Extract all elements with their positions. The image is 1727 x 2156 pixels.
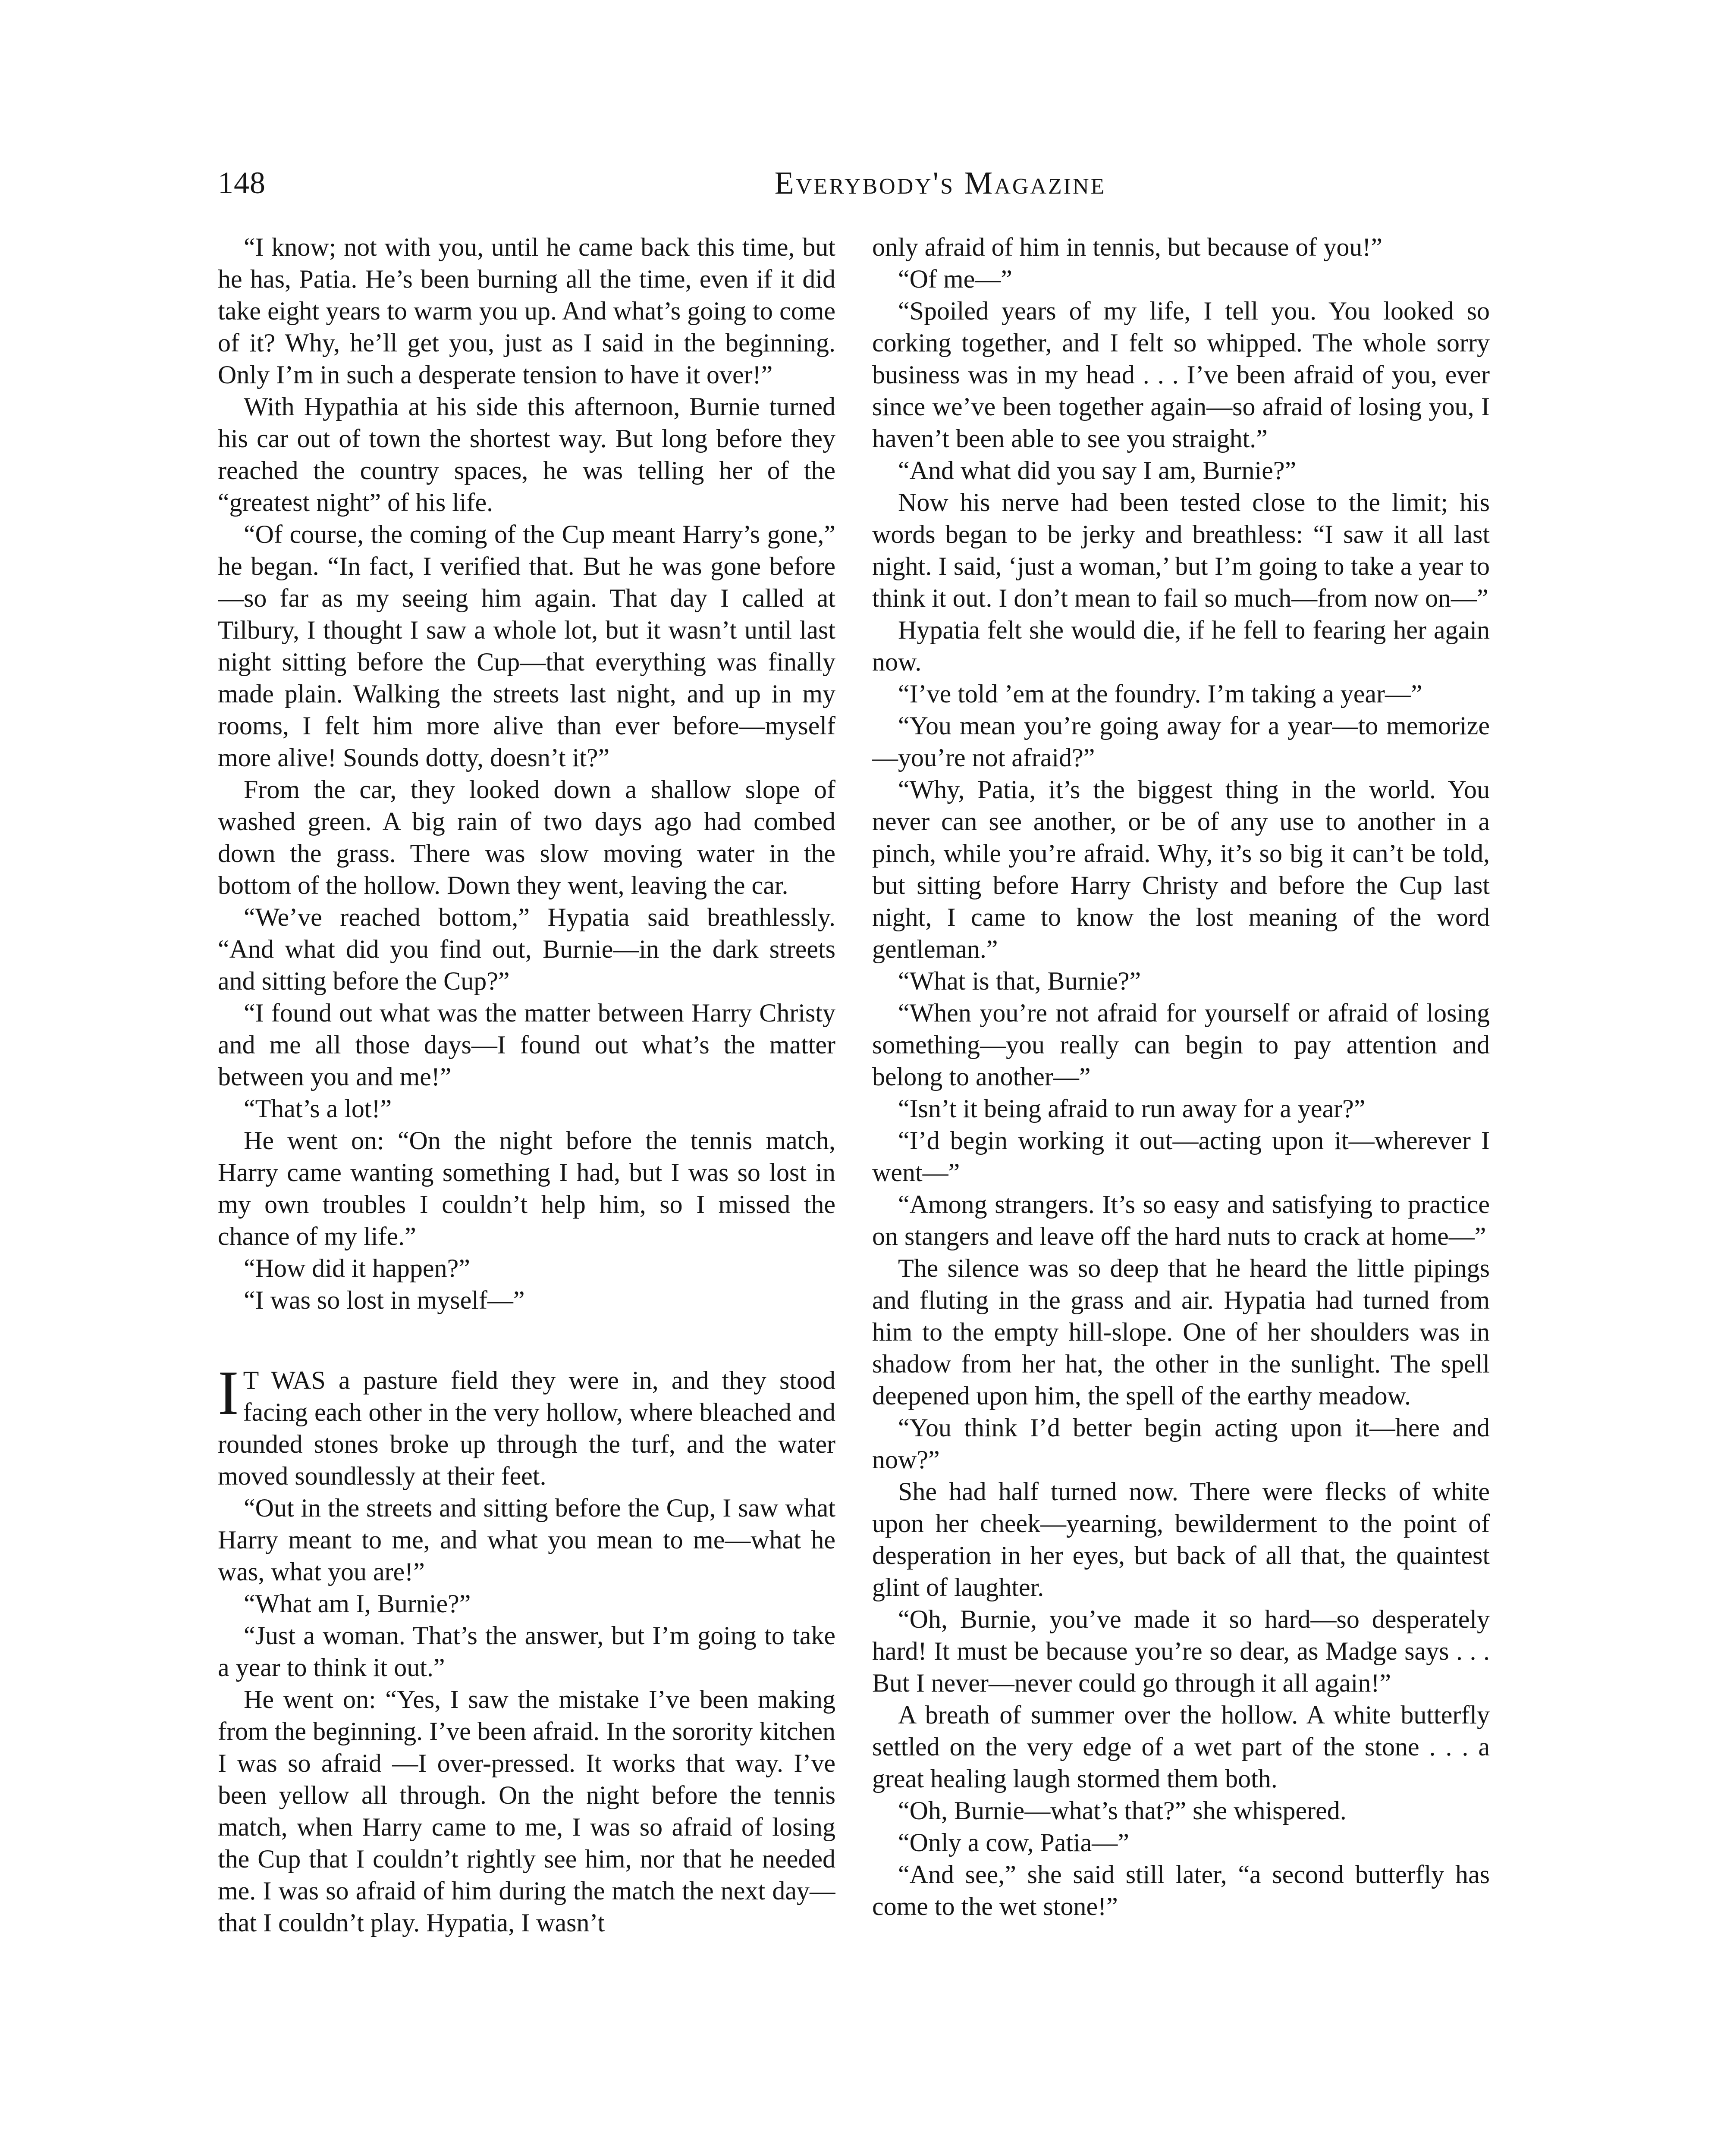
paragraph: “What am I, Burnie?” bbox=[244, 1589, 471, 1618]
paragraph: “I was so lost in myself—” bbox=[244, 1286, 525, 1314]
section-opening-paragraph bbox=[218, 1358, 835, 1492]
right-column bbox=[872, 231, 1490, 2156]
paragraph: “And see,” she said still later, “a second butterfly has come to the wet stone!” bbox=[872, 1860, 1490, 1921]
paragraph: “You mean you’re going away for a year—to memorize—you’re not afraid?” bbox=[872, 711, 1490, 772]
paragraph: From the car, they looked down a shallow slope of washed green. A big rain of two days ago had combed down the grass. There was slow moving water in the bottom of the hollow. Down they went, leaving the car. bbox=[218, 775, 835, 899]
paragraph: Now his nerve had been tested close to the limit; his words began to be jerky and breathless: “I saw it all last night. I said, ‘just a woman,’ but I’m going to take a year to think it out. I don’t mean to fail so much—from now on—” bbox=[872, 488, 1490, 612]
paragraph: “Oh, Burnie—what’s that?” she whispered. bbox=[898, 1796, 1347, 1825]
paragraph: The silence was so deep that he heard the little pipings and fluting in the grass and air. Hypatia had turned from him to the empty hill-slope. One of her shoulders was in shadow from her hat, the other in the sunlight. The spell deepened upon him, the spell of the earthy meadow. bbox=[872, 1254, 1490, 1410]
paragraph: He went on: “On the night before the tennis match, Harry came wanting something I had, but I was so lost in my own troubles I couldn’t help him, so I missed the chance of my life.” bbox=[218, 1126, 835, 1250]
paragraph: With Hypathia at his side this afternoon, Burnie turned his car out of town the shortest way. But long before they reached the country spaces, he was telling her of the “greatest night” of his life. bbox=[218, 392, 835, 517]
left-column bbox=[218, 231, 835, 2156]
paragraph: “When you’re not afraid for yourself or afraid of losing something—you really can begin to pay attention and belong to another—” bbox=[872, 999, 1490, 1091]
paragraph: “Just a woman. That’s the answer, but I’m going to take a year to think it out.” bbox=[218, 1621, 835, 1682]
drop-cap: I bbox=[218, 1358, 239, 1428]
paragraph: “Why, Patia, it’s the biggest thing in the world. You never can see another, or be of any use to another in a pinch, while you’re afraid. Why, it’s so big it can’t be told, but sitting before Harry Christy and before the Cup last night, I came to know the lost meaning of the word gentleman.” bbox=[872, 775, 1490, 963]
paragraph: “I found out what was the matter between Harry Christy and me all those days—I found out what’s the matter between you and me!” bbox=[218, 999, 835, 1091]
paragraph: “Of course, the coming of the Cup meant Harry’s gone,” he began. “In fact, I verified that. But he was gone before—so far as my seeing him again. That day I called at Tilbury, I thought I saw a whole lot, but it wasn’t until last night sitting before the Cup—that everything was finally made plain. Walking the streets last night, and up in my rooms, I felt him more alive than ever before—myself more alive! Sounds dotty, doesn’t it?” bbox=[218, 520, 835, 772]
paragraph: “We’ve reached bottom,” Hypatia said breathlessly. “And what did you find out, Burnie—in the dark streets and sitting before the Cup?” bbox=[218, 903, 835, 995]
paragraph: “What is that, Burnie?” bbox=[898, 967, 1141, 995]
paragraph: “That’s a lot!” bbox=[244, 1094, 392, 1123]
paragraph: “Isn’t it being afraid to run away for a year?” bbox=[898, 1094, 1366, 1123]
paragraph: “Oh, Burnie, you’ve made it so hard—so desperately hard! It must be because you’re so dear, as Madge says . . . But I never—never could go through it all again!” bbox=[872, 1605, 1490, 1697]
paragraph: Hypatia felt she would die, if he fell to fearing her again now. bbox=[872, 616, 1490, 676]
paragraph: “I’ve told ’em at the foundry. I’m taking a year—” bbox=[898, 680, 1422, 708]
page-number: 148 bbox=[218, 166, 266, 200]
paragraph: “Out in the streets and sitting before the Cup, I saw what Harry meant to me, and what you mean to me—what he was, what you are!” bbox=[218, 1494, 835, 1586]
paragraph: “Among strangers. It’s so easy and satisfying to practice on stangers and leave off the hard nuts to crack at home—” bbox=[872, 1190, 1490, 1250]
running-head: Everybody's Magazine bbox=[774, 166, 1106, 201]
section-opening-text: T WAS a pasture field they were in, and they stood facing each other in the very hollow, where bleached and rounded stones broke up through the turf, and the water moved soundlessly at their feet. bbox=[218, 1366, 835, 1490]
paragraph: “And what did you say I am, Burnie?” bbox=[898, 456, 1297, 485]
paragraph: “Of me—” bbox=[898, 265, 1012, 293]
paragraph: “You think I’d better begin acting upon it—here and now?” bbox=[872, 1413, 1490, 1474]
paragraph: “Only a cow, Patia—” bbox=[898, 1828, 1129, 1857]
paragraph: “Spoiled years of my life, I tell you. You looked so corking together, and I felt so whipped. The whole sorry business was in my head . . . I’ve been afraid of you, ever since we’ve been together again—so afraid of losing you, I haven’t been able to see you straight.” bbox=[872, 297, 1490, 453]
paragraph: She had half turned now. There were flecks of white upon her cheek—yearning, bewilderment to the point of desperation in her eyes, but back of all that, the quaintest glint of laughter. bbox=[872, 1477, 1490, 1601]
paragraph: A breath of summer over the hollow. A white butterfly settled on the very edge of a wet part of the stone . . . a great healing laugh stormed them both. bbox=[872, 1701, 1490, 1793]
paragraph: “I know; not with you, until he came back this time, but he has, Patia. He’s been burning all the time, even if it did take eight years to warm you up. And what’s going to come of it? Why, he’ll get you, just as I said in the beginning. Only I’m in such a desperate tension to have it over!” bbox=[218, 233, 835, 389]
paragraph: “How did it happen?” bbox=[244, 1254, 470, 1282]
paragraph: “I’d begin working it out—acting upon it—wherever I went—” bbox=[872, 1126, 1490, 1187]
paragraph: He went on: “Yes, I saw the mistake I’ve been making from the beginning. I’ve been afraid. In the sorority kitchen I was so afraid —I over-pressed. It works that way. I’ve been yellow all through. On the night before the tennis match, when Harry came to me, I was so afraid of losing the Cup that I couldn’t rightly see him, nor that he needed me. I was so afraid of him during the match the next day—that I couldn’t play. Hypatia, I wasn’t bbox=[218, 1685, 835, 1937]
continued-paragraph: only afraid of him in tennis, but because of you!” bbox=[872, 233, 1383, 261]
